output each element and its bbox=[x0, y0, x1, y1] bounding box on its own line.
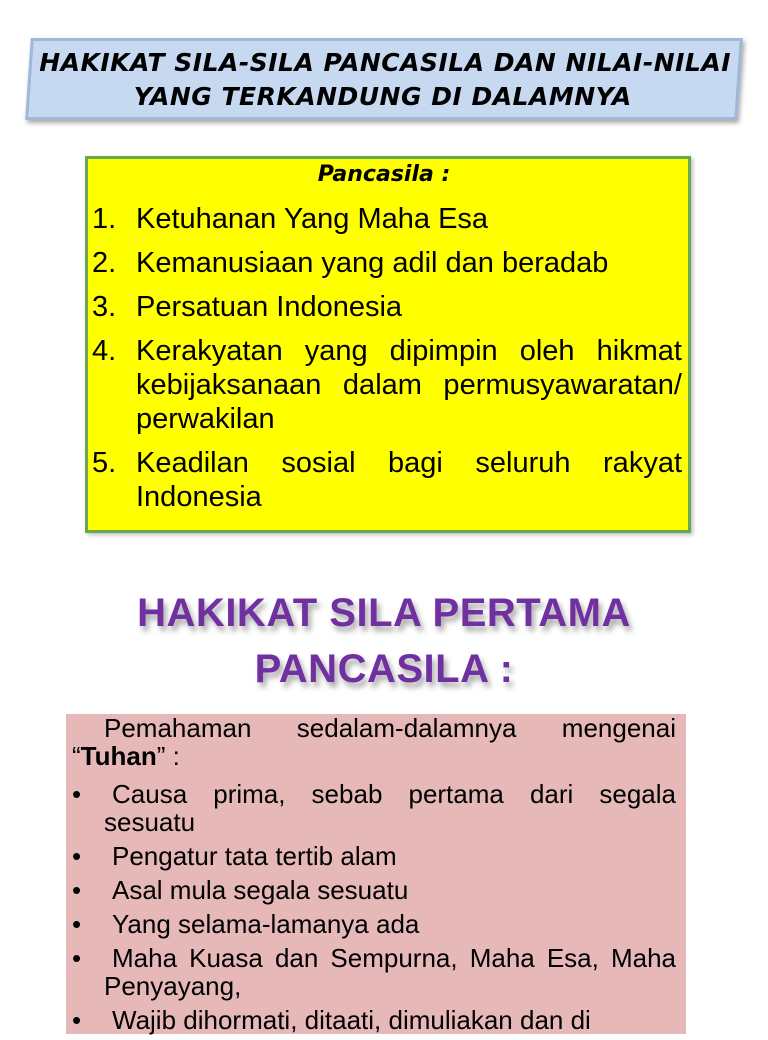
slide-title-line-1: HAKIKAT SILA-SILA PANCASILA DAN NILAI-NILAI bbox=[39, 48, 732, 77]
sila-number: 2. bbox=[92, 247, 117, 279]
pancasila-heading: Pancasila : bbox=[317, 162, 451, 187]
sila-item-4 bbox=[92, 334, 682, 436]
bullet-text: Causa prima, sebab pertama dari segala sesuatu bbox=[104, 779, 676, 837]
bullet-item bbox=[72, 876, 676, 904]
explanation-intro bbox=[72, 714, 676, 770]
section-heading bbox=[0, 585, 768, 697]
bullet-text: Maha Kuasa dan Sempurna, Maha Esa, Maha Penyayang, bbox=[104, 943, 676, 1001]
bullet-item bbox=[72, 910, 676, 938]
section-heading-line-1: HAKIKAT SILA PERTAMA bbox=[137, 591, 631, 635]
sila-text: Kemanusiaan yang adil dan beradab bbox=[136, 247, 609, 279]
bullet-item bbox=[72, 780, 676, 836]
sila-text: Keadilan sosial bagi seluruh rakyat Indonesia bbox=[136, 447, 682, 513]
sila-number: 1. bbox=[92, 203, 117, 235]
bullet-text: Pengatur tata tertib alam bbox=[112, 841, 397, 871]
sila-text: Kerakyatan yang dipimpin oleh hikmat kebijaksanaan dalam permusyawaratan/ perwakilan bbox=[136, 335, 682, 435]
bullet-icon: • bbox=[72, 1005, 82, 1035]
bullet-item bbox=[72, 1006, 676, 1034]
bullet-icon: • bbox=[72, 943, 82, 973]
sila-item-5 bbox=[92, 446, 682, 514]
sila-item-3 bbox=[92, 290, 682, 324]
bullet-text: Asal mula segala sesuatu bbox=[112, 875, 409, 905]
sila-item-1 bbox=[92, 202, 682, 236]
sila-text: Ketuhanan Yang Maha Esa bbox=[136, 203, 489, 235]
bullet-icon: • bbox=[72, 909, 82, 939]
sila-item-2 bbox=[92, 246, 682, 280]
sila-text: Persatuan Indonesia bbox=[136, 291, 403, 323]
bullet-item bbox=[72, 842, 676, 870]
slide-title-line-2: YANG TERKANDUNG DI DALAMNYA bbox=[133, 82, 632, 111]
explanation-bullet-list bbox=[72, 780, 676, 1034]
sila-number: 5. bbox=[92, 447, 117, 479]
pancasila-list bbox=[92, 202, 682, 524]
sila-number: 3. bbox=[92, 291, 117, 323]
section-heading-line-2: PANCASILA : bbox=[254, 647, 514, 691]
bullet-text: Wajib dihormati, ditaati, dimuliakan dan di bbox=[112, 1005, 591, 1035]
bullet-text: Yang selama-lamanya ada bbox=[112, 909, 420, 939]
bullet-item bbox=[72, 944, 676, 1000]
bullet-icon: • bbox=[72, 875, 82, 905]
intro-text: Pemahaman sedalam-dalamnya mengenai “ bbox=[72, 713, 676, 771]
intro-text-end: ” : bbox=[156, 741, 180, 771]
explanation-content bbox=[72, 714, 676, 1040]
bullet-icon: • bbox=[72, 841, 82, 871]
slide-title-box bbox=[25, 38, 743, 120]
bullet-icon: • bbox=[72, 779, 82, 809]
sila-number: 4. bbox=[92, 335, 117, 367]
intro-bold-term: Tuhan bbox=[80, 741, 157, 771]
